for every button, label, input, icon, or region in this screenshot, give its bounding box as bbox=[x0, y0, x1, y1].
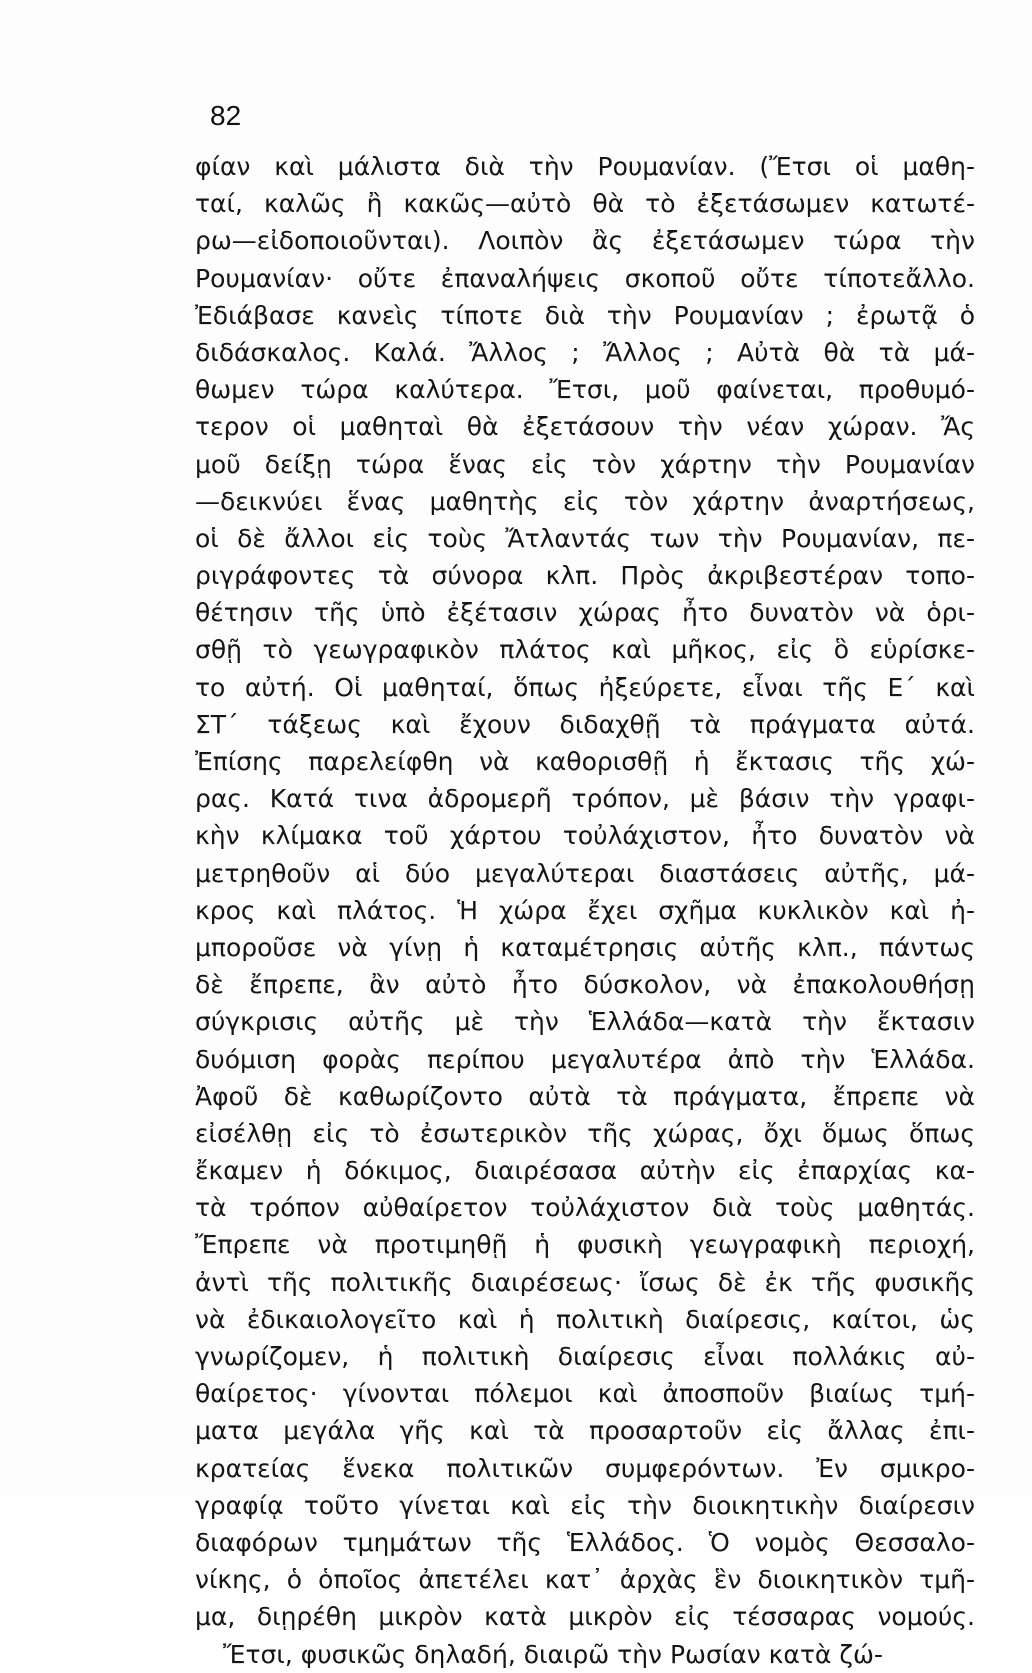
text-line: νὰ ἐδικαιολογεῖτο καὶ ἡ πολιτικὴ διαίρεσις, καίτοι, ὡς bbox=[195, 1304, 975, 1334]
text-line: ταί, καλῶς ἢ κακῶς—αὐτὸ θὰ τὸ ἐξετάσωμεν κατωτέ- bbox=[195, 189, 975, 219]
text-line: μα, διῃρέθη μικρὸν κατὰ μικρὸν εἰς τέσσαρας νομούς. bbox=[195, 1602, 975, 1632]
text-line: ρω—εἰδοποιοῦνται). Λοιπὸν ἂς ἐξετάσωμεν τώρα τὴν bbox=[195, 226, 975, 256]
text-line: το αὐτή. Οἱ μαθηταί, ὅπως ἠξεύρετε, εἶναι τῆς Ε΄ καὶ bbox=[195, 672, 975, 702]
body-text bbox=[195, 148, 975, 1673]
text-line: τὰ τρόπον αὐθαίρετον τοὐλάχιστον διὰ τοὺς μαθητάς. bbox=[195, 1193, 975, 1223]
text-line: μοῦ δείξῃ τώρα ἕνας εἰς τὸν χάρτην τὴν Ρουμανίαν bbox=[195, 449, 975, 479]
text-line: Ἀφοῦ δὲ καθωρίζοντο αὐτὰ τὰ πράγματα, ἔπρεπε νὰ bbox=[195, 1081, 975, 1111]
text-line: Ἔπρεπε νὰ προτιμηθῇ ἡ φυσικὴ γεωγραφικὴ περιοχή, bbox=[195, 1230, 975, 1260]
text-line: ἀντὶ τῆς πολιτικῆς διαιρέσεως· ἴσως δὲ ἐκ τῆς φυσικῆς bbox=[195, 1267, 975, 1297]
text-line: ματα μεγάλα γῆς καὶ τὰ προσαρτοῦν εἰς ἄλλας ἐπι- bbox=[195, 1416, 975, 1446]
text-line: μποροῦσε νὰ γίνῃ ἡ καταμέτρησις αὐτῆς κλπ., πάντως bbox=[195, 932, 975, 962]
text-line: κρος καὶ πλάτος. Ἡ χώρα ἔχει σχῆμα κυκλικὸν καὶ ἠ- bbox=[195, 895, 975, 925]
text-line: διαφόρων τμημάτων τῆς Ἑλλάδος. Ὁ νομὸς Θεσσαλο- bbox=[195, 1527, 975, 1557]
text-line: κὴν κλίμακα τοῦ χάρτου τοὐλάχιστον, ἦτο δυνατὸν νὰ bbox=[195, 821, 975, 851]
text-line: σύγκρισις αὐτῆς μὲ τὴν Ἑλλάδα—κατὰ τὴν ἔκτασιν bbox=[195, 1007, 975, 1037]
text-line: μετρηθοῦν αἱ δύο μεγαλύτεραι διαστάσεις αὐτῆς, μά- bbox=[195, 858, 975, 888]
text-line: φίαν καὶ μάλιστα διὰ τὴν Ρουμανίαν. (Ἔτσι οἱ μαθη- bbox=[195, 152, 975, 181]
text-line: οἱ δὲ ἄλλοι εἰς τοὺς Ἄτλαντάς των τὴν Ρουμανίαν, πε- bbox=[195, 523, 975, 553]
text-line: θέτησιν τῆς ὑπὸ ἐξέτασιν χώρας ἦτο δυνατὸν νὰ ὁρι- bbox=[195, 598, 975, 628]
text-line: διδάσκαλος. Καλά. Ἄλλος ; Ἄλλος ; Αὐτὰ θὰ τὰ μά- bbox=[195, 337, 975, 367]
text-line: θαίρετος· γίνονται πόλεμοι καὶ ἀποσποῦν βιαίως τμή- bbox=[195, 1379, 975, 1409]
text-line: γραφίᾳ τοῦτο γίνεται καὶ εἰς τὴν διοικητικὴν διαίρεσιν bbox=[195, 1490, 975, 1520]
text-line: τερον οἱ μαθηταὶ θὰ ἐξετάσουν τὴν νέαν χώραν. Ἄς bbox=[195, 412, 975, 442]
text-line: Ἔτσι, φυσικῶς δηλαδή, διαιρῶ τὴν Ρωσίαν κατὰ ζώ- bbox=[223, 1639, 883, 1669]
text-line: Ἐδιάβασε κανεὶς τίποτε διὰ τὴν Ρουμανίαν ; ἐρωτᾷ ὁ bbox=[195, 300, 975, 330]
text-line: εἰσέλθῃ εἰς τὸ ἐσωτερικὸν τῆς χώρας, ὄχι ὅμως ὅπως bbox=[195, 1118, 975, 1148]
text-line: κρατείας ἕνεκα πολιτικῶν συμφερόντων. Ἐν σμικρο- bbox=[195, 1453, 975, 1483]
text-line: σθῇ τὸ γεωγραφικὸν πλάτος καὶ μῆκος, εἰς ὃ εὑρίσκε- bbox=[195, 635, 975, 665]
text-line: ρας. Κατά τινα ἀδρομερῆ τρόπον, μὲ βάσιν τὴν γραφι- bbox=[195, 784, 975, 814]
text-line: —δεικνύει ἕνας μαθητὴς εἰς τὸν χάρτην ἀναρτήσεως, bbox=[195, 486, 975, 516]
text-line: ἔκαμεν ἡ δόκιμος, διαιρέσασα αὐτὴν εἰς ἐπαρχίας κα- bbox=[195, 1156, 975, 1186]
text-line: θωμεν τώρα καλύτερα. Ἔτσι, μοῦ φαίνεται, προθυμό- bbox=[195, 375, 975, 405]
text-line: Ρουμανίαν· οὔτε ἐπαναλήψεις σκοποῦ οὔτε τίποτεἄλλο. bbox=[195, 263, 975, 293]
text-line: γνωρίζομεν, ἡ πολιτικὴ διαίρεσις εἶναι πολλάκις αὐ- bbox=[195, 1342, 975, 1371]
text-line: δὲ ἔπρεπε, ἂν αὐτὸ ἦτο δύσκολον, νὰ ἐπακολουθήσῃ bbox=[195, 970, 975, 1000]
text-line: νίκης, ὁ ὁποῖος ἀπετέλει κατ᾽ ἀρχὰς ἓν διοικητικὸν τμῆ- bbox=[195, 1565, 975, 1595]
text-line: ριγράφοντες τὰ σύνορα κλπ. Πρὸς ἀκριβεστέραν τοπο- bbox=[195, 561, 975, 591]
text-line: Ἐπίσης παρελείφθη νὰ καθορισθῇ ἡ ἔκτασις τῆς χώ- bbox=[195, 747, 975, 776]
text-line: δυόμιση φορὰς περίπου μεγαλυτέρα ἀπὸ τὴν Ἑλλάδα. bbox=[195, 1044, 975, 1074]
page-number: 82 bbox=[210, 100, 242, 131]
text-line: ΣΤ΄ τάξεως καὶ ἔχουν διδαχθῇ τὰ πράγματα αὐτά. bbox=[195, 709, 975, 739]
